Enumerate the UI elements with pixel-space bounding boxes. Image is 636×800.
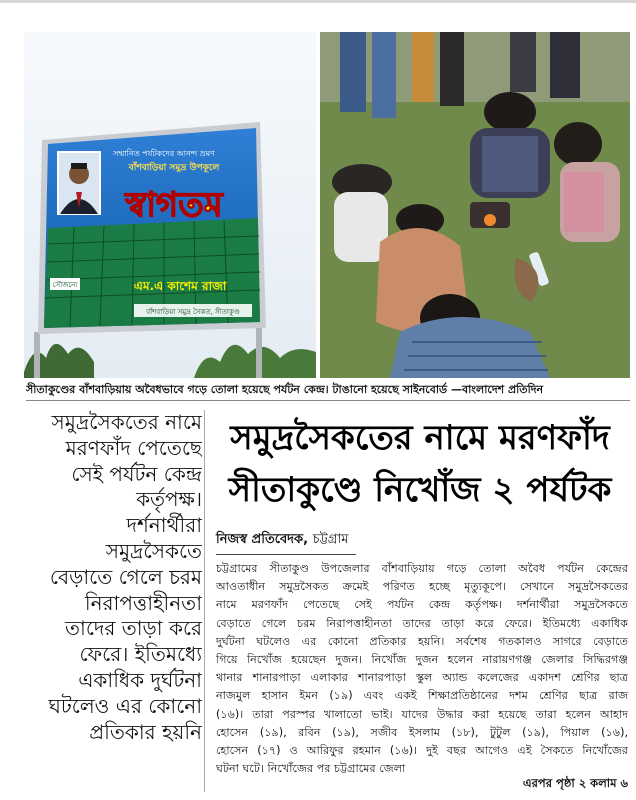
pull-quote-line: বেড়াতে গেলে চরম bbox=[49, 564, 202, 589]
pull-quote-line: সেই পর্যটন কেন্দ্র bbox=[71, 461, 202, 486]
body-line: ঘটনা ঘটে। নিখোঁজের পর চট্টগ্রামের জেলা bbox=[216, 762, 406, 776]
pull-quote-line: নিরাপত্তাহীনতা bbox=[84, 590, 202, 615]
pull-quote bbox=[24, 410, 202, 788]
body-line: হোসেন (১৯), রবিন (১৯), সজীব ইসলাম (১৮), টুটুল (১৯), পিয়াল (১৬), bbox=[216, 725, 628, 739]
billboard-sponsor-name: এম.এ কাশেম রাজা bbox=[133, 279, 227, 293]
pull-quote-line: মরণফাঁদ পেতেছে bbox=[65, 435, 202, 460]
body-line: হোসেন (১৭) ও আরিফুর রহমান (১৬)। দুই বছর আগেও এই সৈকতে নিখোঁজের bbox=[216, 744, 628, 758]
pull-quote-line: তাদের তাড়া করে bbox=[65, 616, 202, 641]
caption-divider bbox=[26, 400, 630, 401]
pull-quote-line: ফেরে। ইতিমধ্যে bbox=[79, 642, 202, 667]
article-body bbox=[216, 560, 628, 800]
billboard-photo bbox=[24, 32, 316, 378]
body-line: আওতাধীন সমুদ্রসৈকত ক্রমেই পরিণত হচ্ছে মৃত্যুকূপে। সেখানে সমুদ্রসৈকতের bbox=[216, 580, 628, 594]
rescue-scene-photo bbox=[320, 32, 630, 378]
caption-text: সীতাকুণ্ডের বাঁশবাড়িয়ায় অবৈধভাবে গড়ে তোলা হয়েছে পর্যটন কেন্দ্র। টাঙানো হয়েছে সাইনবোর্ড bbox=[26, 383, 448, 396]
body-line: চট্টগ্রামের সীতাকুণ্ড উপজেলার বাঁশবাড়িয়ায় গড়ে তোলা অবৈধ পর্যটন কেন্দ্রের bbox=[216, 562, 628, 575]
body-line: থানার শানারপাড়া এলাকার শানারপাড়া স্কুল অ্যান্ড কলেজের একাদশ শ্রেণির ছাত্র bbox=[216, 671, 628, 685]
byline-underline bbox=[216, 554, 356, 555]
pull-quote-line: প্রতিকার হয়নি bbox=[89, 719, 202, 744]
body-line: (১৬)। তারা পরস্পর খালাতো ভাই। যাদের উদ্ধার করা হয়েছে তারা হলেন আহাদ bbox=[216, 707, 628, 721]
billboard-top-line: সম্মানিত পর্যটকদের আনন্দ ভ্রমণ bbox=[113, 149, 215, 158]
byline-author: নিজস্ব প্রতিবেদক, bbox=[216, 532, 309, 547]
body-line: দুর্ঘটনা ঘটলেও এর কোনো প্রতিকার হয়নি। সর্বশেষ গতকালও সাগরে বেড়াতে bbox=[216, 634, 628, 648]
top-border bbox=[0, 0, 636, 3]
billboard-sub-line: বাঁশবাড়িয়া সমুদ্র উপকূলে bbox=[128, 163, 220, 173]
pull-quote-line: একাধিক দুর্ঘটনা bbox=[78, 667, 202, 692]
caption-credit: —বাংলাদেশ প্রতিদিন bbox=[450, 383, 544, 396]
rescue-scene-illustration bbox=[320, 32, 630, 378]
pull-quote-line: ঘটলেও এর কোনো bbox=[48, 693, 202, 718]
news-article bbox=[20, 8, 632, 794]
pull-quote-line: দর্শনার্থীরা bbox=[126, 513, 202, 538]
pull-quote-line: সমুদ্রসৈকতের নামে bbox=[51, 410, 202, 434]
pull-quote-line: সমুদ্রসৈকতে bbox=[105, 538, 202, 563]
continued-on-page: এরপর পৃষ্ঠা ২ কলাম ৬ bbox=[517, 774, 628, 792]
body-line: নামে মরণফাঁদ পেতেছে সেই পর্যটন কেন্দ্র কর্তৃপক্ষ। দর্শনার্থীরা সমুদ্রসৈকতে bbox=[216, 598, 628, 612]
column-divider bbox=[204, 410, 205, 792]
billboard-illustration bbox=[24, 32, 316, 378]
body-line: বেড়াতে গেলে চরম নিরাপত্তাহীনতা তাদের তাড়া করে ফেরে। ইতিমধ্যে একাধিক bbox=[216, 616, 628, 630]
pull-quote-line: কর্তৃপক্ষ। bbox=[136, 487, 202, 512]
billboard-sponsor-label: সৌজন্যে bbox=[52, 281, 78, 289]
photo-caption bbox=[26, 382, 630, 398]
headline-line-2: সীতাকুণ্ডে নিখোঁজ ২ পর্যটক bbox=[228, 470, 612, 510]
billboard-welcome: স্বাগতম bbox=[125, 185, 223, 225]
body-line: নাজমুল হাসান ইমন (১৯) এবং একই শিক্ষাপ্রতিষ্ঠানের দশম শ্রেণির ছাত্র রাজ bbox=[216, 689, 628, 703]
byline-location: চট্টগ্রাম bbox=[312, 532, 349, 547]
billboard-location: বাঁশবাড়িয়া সমুদ্র সৈকত, সীতাকুণ্ড bbox=[146, 308, 240, 316]
byline bbox=[216, 530, 616, 550]
body-line: গিয়ে নিখোঁজ হয়েছেন দুজন। নিখোঁজ দুজন হলেন নারায়ণগঞ্জ জেলার সিদ্ধিরগঞ্জ bbox=[216, 653, 628, 667]
headline-line-1: সমুদ্রসৈকতের নামে মরণফাঁদ bbox=[230, 418, 610, 458]
headline bbox=[210, 412, 630, 516]
